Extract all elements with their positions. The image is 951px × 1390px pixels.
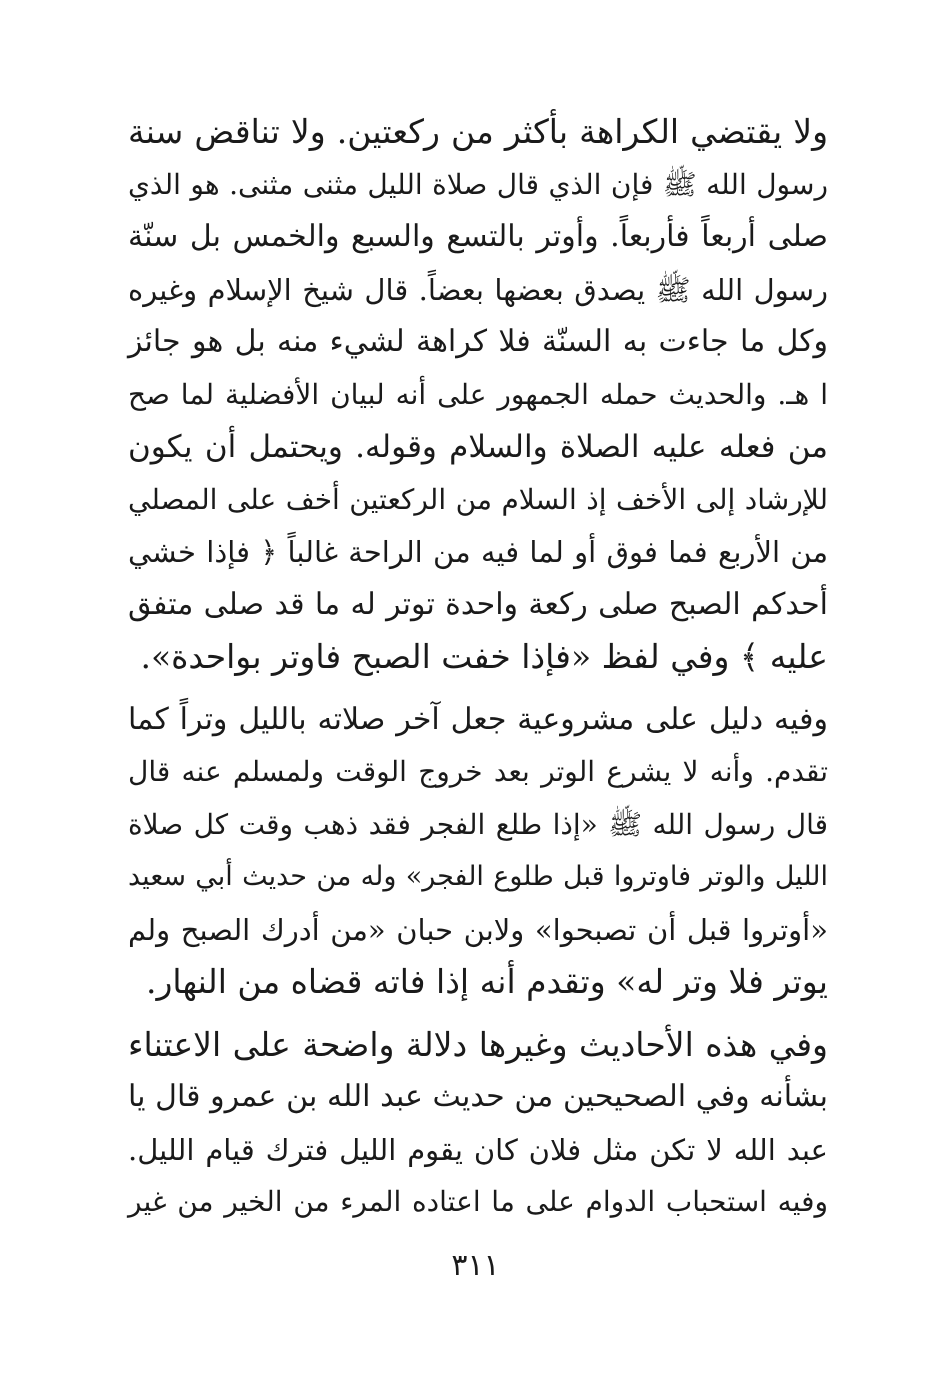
text-line: صلى أربعاً فأربعاً. وأوتر بالتسع والسبع والخمس بل سنّة bbox=[128, 219, 828, 254]
page-number: ٣١١ bbox=[451, 1248, 500, 1283]
text-line: الليل والوتر فاوتروا قبل طلوع الفجر» وله من حديث أبي سعيد bbox=[128, 861, 828, 892]
paragraph-1 bbox=[128, 106, 828, 684]
text-line: تقدم. وأنه لا يشرع الوتر بعد خروج الوقت ولمسلم عنه قال bbox=[128, 755, 828, 788]
text-line: ولا يقتضي الكراهة بأكثر من ركعتين. ولا تناقض سنة bbox=[128, 112, 828, 151]
text-line: بشأنه وفي الصحيحين من حديث عبد الله بن عمرو قال يا bbox=[128, 1079, 828, 1114]
text-line: يوتر فلا وتر له» وتقدم أنه إذا فاته قضاه من النهار. bbox=[145, 962, 828, 1001]
text-line: «أوتروا قبل أن تصبحوا» ولابن حبان «من أدرك الصبح ولم bbox=[128, 912, 828, 947]
text-line: وفيه دليل على مشروعية جعل آخر صلاته بالليل وتراً كما bbox=[128, 701, 828, 737]
text-line: قال رسول الله ﷺ «إذا طلع الفجر فقد ذهب وقت كل صلاة bbox=[128, 807, 829, 841]
text-line: من الأربع فما فوق أو لما فيه من الراحة غالباً ﴿ فإذا خشي bbox=[128, 535, 828, 569]
paragraph-3 bbox=[128, 1019, 828, 1229]
text-line: وفي هذه الأحاديث وغيرها دلالة واضحة على الاعتناء bbox=[128, 1024, 828, 1064]
text-line: رسول الله ﷺ فإن الذي قال صلاة الليل مثنى مثنى. هو الذي bbox=[128, 167, 828, 201]
paragraph-2 bbox=[128, 694, 828, 1009]
text-line: أحدكم الصبح صلى ركعة واحدة توتر له ما قد صلى متفق bbox=[128, 586, 828, 622]
body-text bbox=[128, 106, 828, 1229]
text-line: عبد الله لا تكن مثل فلان كان يقوم الليل فترك قيام الليل. bbox=[128, 1132, 828, 1167]
text-line: عليه ﴾ وفي لفظ «فإذا خفت الصبح فاوتر بواحدة». bbox=[140, 637, 828, 676]
text-line: وكل ما جاءت به السنّة فلا كراهة لشيء منه بل هو جائز bbox=[128, 324, 828, 359]
text-line: للإرشاد إلى الأخف إذ السلام من الركعتين أخف على المصلي bbox=[128, 482, 828, 516]
text-line: رسول الله ﷺ يصدق بعضها بعضاً. قال شيخ الإسلام وغيره bbox=[128, 272, 828, 307]
text-line: وفيه استحباب الدوام على ما اعتاده المرء من الخير من غير bbox=[128, 1185, 828, 1218]
text-line: ا هـ. والحديث حمله الجمهور على أنه لبيان الأفضلية لما صح bbox=[128, 377, 828, 411]
text-line: من فعله عليه الصلاة والسلام وقوله. ويحتمل أن يكون bbox=[128, 429, 828, 465]
